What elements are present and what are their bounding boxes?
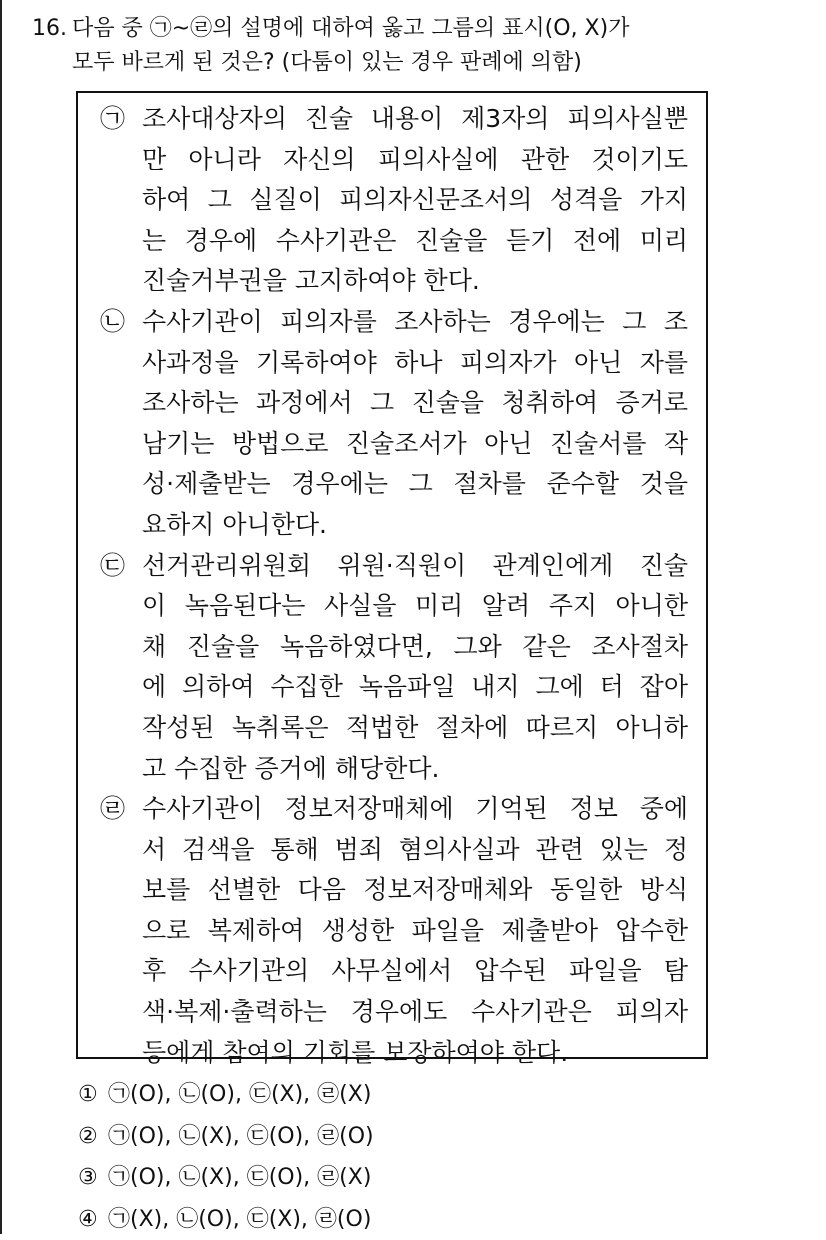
answer-option-3[interactable]	[78, 1157, 374, 1199]
statement-marker: ㉡	[100, 302, 125, 343]
statement-line: 으로 복제하여 생성한 파일을 제출받아 압수한	[142, 911, 688, 952]
question-line-2: 모두 바르게 된 것은? (다툼이 있는 경우 판례에 의함)	[32, 46, 812, 80]
statement-item-rieul	[100, 789, 690, 1073]
statement-line: 보를 선별한 다음 정보저장매체와 동일한 방식	[142, 870, 688, 911]
statement-item-digeut	[100, 546, 690, 790]
question-text-1: 다음 중 ㉠~㉣의 설명에 대하여 옳고 그름의 표시(O, X)가	[72, 16, 629, 41]
option-number: ①	[78, 1074, 108, 1116]
statement-line: 등에게 참여의 기회를 보장하여야 한다.	[142, 1033, 688, 1074]
option-text: ㉠(O), ㉡(X), ㉢(O), ㉣(X)	[108, 1165, 371, 1190]
statement-line: 채 진술을 녹음하였다면, 그와 같은 조사절차	[142, 627, 688, 668]
statement-box	[76, 91, 708, 1059]
statement-line: 서 검색을 통해 범죄 혐의사실과 관련 있는 정	[142, 830, 688, 871]
statement-line: 수사기관이 정보저장매체에 기억된 정보 중에	[142, 789, 688, 830]
statement-line: 만 아니라 자신의 피의사실에 관한 것이기도	[142, 140, 688, 181]
statement-line: 남기는 방법으로 진술조서가 아닌 진술서를 작	[142, 424, 688, 465]
statement-marker: ㉠	[100, 99, 125, 140]
question-line-1	[32, 12, 812, 46]
question-number: 16.	[32, 12, 72, 46]
option-number: ②	[78, 1116, 108, 1158]
statement-line: 후 수사기관의 사무실에서 압수된 파일을 탐	[142, 951, 688, 992]
statement-item-nieun	[100, 302, 690, 546]
statement-line: 조사대상자의 진술 내용이 제3자의 피의사실뿐	[142, 99, 688, 140]
question-stem	[32, 12, 812, 80]
statement-line: 는 경우에 수사기관은 진술을 듣기 전에 미리	[142, 221, 688, 262]
statement-line: 색·복제·출력하는 경우에도 수사기관은 피의자	[142, 992, 688, 1033]
statement-line: 조사하는 과정에서 그 진술을 청취하여 증거로	[142, 383, 688, 424]
answer-options	[78, 1074, 374, 1240]
option-number: ③	[78, 1157, 108, 1199]
statement-line: 수사기관이 피의자를 조사하는 경우에는 그 조	[142, 302, 688, 343]
statement-marker: ㉢	[100, 546, 125, 587]
statement-line: 사과정을 기록하여야 하나 피의자가 아닌 자를	[142, 343, 688, 384]
statement-line: 에 의하여 수집한 녹음파일 내지 그에 터 잡아	[142, 667, 688, 708]
option-number: ④	[78, 1199, 108, 1240]
statement-line: 하여 그 실질이 피의자신문조서의 성격을 가지	[142, 180, 688, 221]
statement-line: 고 수집한 증거에 해당한다.	[142, 749, 688, 790]
answer-option-1[interactable]	[78, 1074, 374, 1116]
statement-line: 성·제출받는 경우에는 그 절차를 준수할 것을	[142, 464, 688, 505]
statement-marker: ㉣	[100, 789, 125, 830]
option-text: ㉠(O), ㉡(O), ㉢(X), ㉣(X)	[108, 1082, 371, 1107]
statement-line: 진술거부권을 고지하여야 한다.	[142, 261, 688, 302]
option-text: ㉠(O), ㉡(X), ㉢(O), ㉣(O)	[108, 1124, 374, 1149]
statement-line: 작성된 녹취록은 적법한 절차에 따르지 아니하	[142, 708, 688, 749]
statement-list	[100, 99, 690, 1073]
answer-option-2[interactable]	[78, 1116, 374, 1158]
page-left-border	[0, 0, 2, 1234]
statement-item-giyeok	[100, 99, 690, 302]
statement-line: 요하지 아니한다.	[142, 505, 688, 546]
statement-line: 선거관리위원회 위원·직원이 관계인에게 진술	[142, 546, 688, 587]
statement-line: 이 녹음된다는 사실을 미리 알려 주지 아니한	[142, 586, 688, 627]
option-text: ㉠(X), ㉡(O), ㉢(X), ㉣(O)	[108, 1207, 371, 1232]
